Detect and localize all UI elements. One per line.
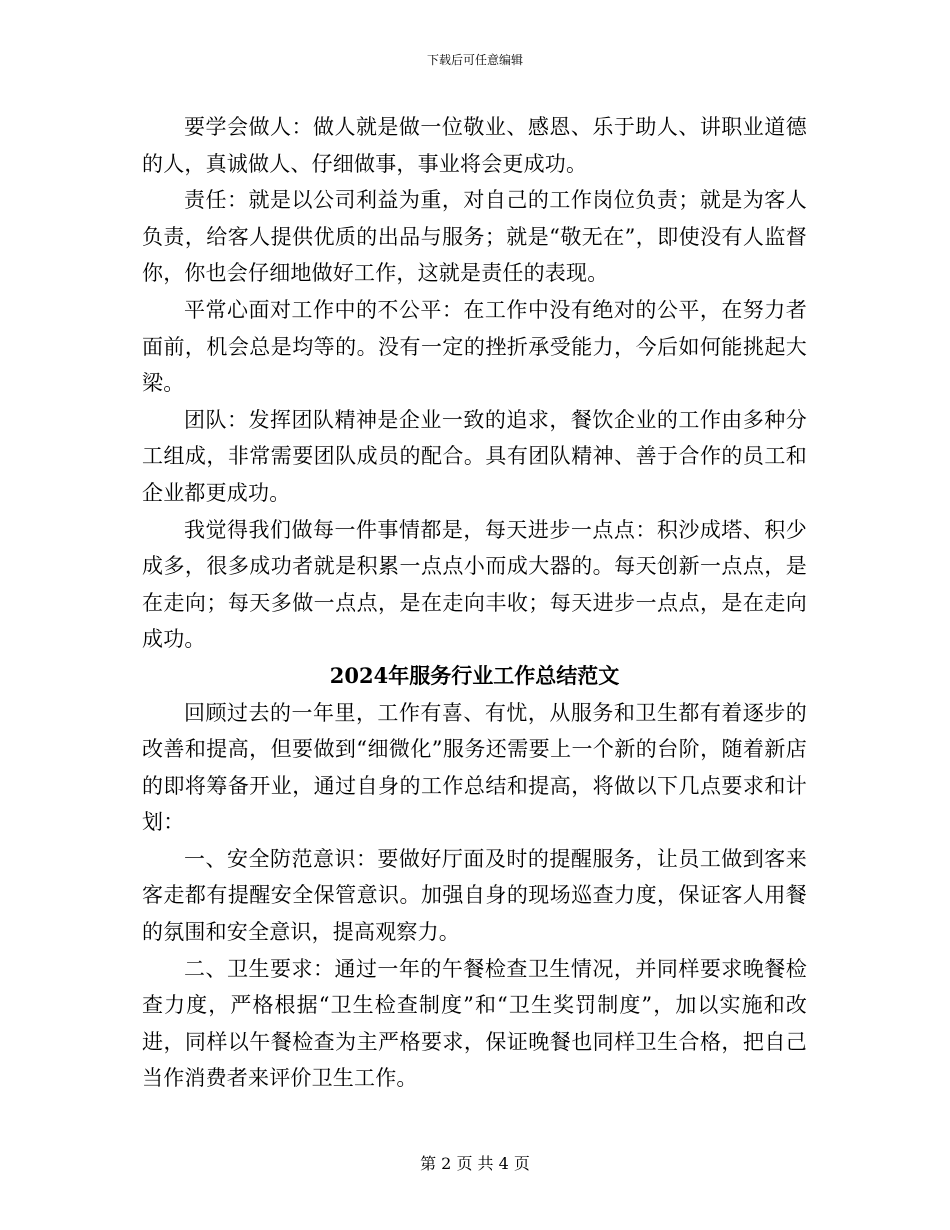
paragraph-team: 团队：发挥团队精神是企业一致的追求，餐饮企业的工作由多种分工组成，非常需要团队成员的配合。具有团队精神、善于合作的员工和企业都更成功。 [142, 407, 807, 505]
paragraph-responsibility: 责任：就是以公司利益为重，对自己的工作岗位负责；就是为客人负责，给客人提供优质的出品与服务；就是“敬无在”，即使没有人监督你，你也会仔细地做好工作，这就是责任的表现。 [142, 188, 807, 286]
paragraph-daily-progress: 我觉得我们做每一件事情都是，每天进步一点点：积沙成塔、积少成多，很多成功者就是积累一点点小而成大器的。每天创新一点点，是在走向；每天多做一点点，是在走向丰收；每天进步一点点，是在走向成功。 [142, 517, 807, 652]
paragraph-learn-to-be-person: 要学会做人：做人就是做一位敬业、感恩、乐于助人、讲职业道德的人，真诚做人、仔细做事，事业将会更成功。 [142, 115, 807, 176]
section-title: 2024年服务行业工作总结范文 [329, 662, 620, 688]
paragraph-equanimity: 平常心面对工作中的不公平：在工作中没有绝对的公平，在努力者面前，机会总是均等的。没有一定的挫折承受能力，今后如何能挑起大梁。 [142, 297, 807, 396]
page-footer: 第 2 页 共 4 页 [420, 1154, 530, 1173]
page-header: 下载后可任意编辑 [426, 53, 523, 67]
paragraph-hygiene: 二、卫生要求：通过一年的午餐检查卫生情况，并同样要求晚餐检查力度，严格根据“卫生检查制度”和“卫生奖罚制度”，加以实施和改进，同样以午餐检查为主严格要求，保证晚餐也同样卫生合格，把自己当作消费者来评价卫生工作。 [142, 956, 807, 1091]
paragraph-review: 回顾过去的一年里，工作有喜、有忧，从服务和卫生都有着逐步的改善和提高，但要做到“细微化”服务还需要上一个新的台阶，随着新店的即将筹备开业，通过自身的工作总结和提高，将做以下几点要求和计划： [142, 700, 807, 835]
paragraph-safety: 一、安全防范意识：要做好厅面及时的提醒服务，让员工做到客来客走都有提醒安全保管意识。加强自身的现场巡查力度，保证客人用餐的氛围和安全意识，提高观察力。 [142, 846, 807, 945]
document-body [142, 109, 807, 1097]
